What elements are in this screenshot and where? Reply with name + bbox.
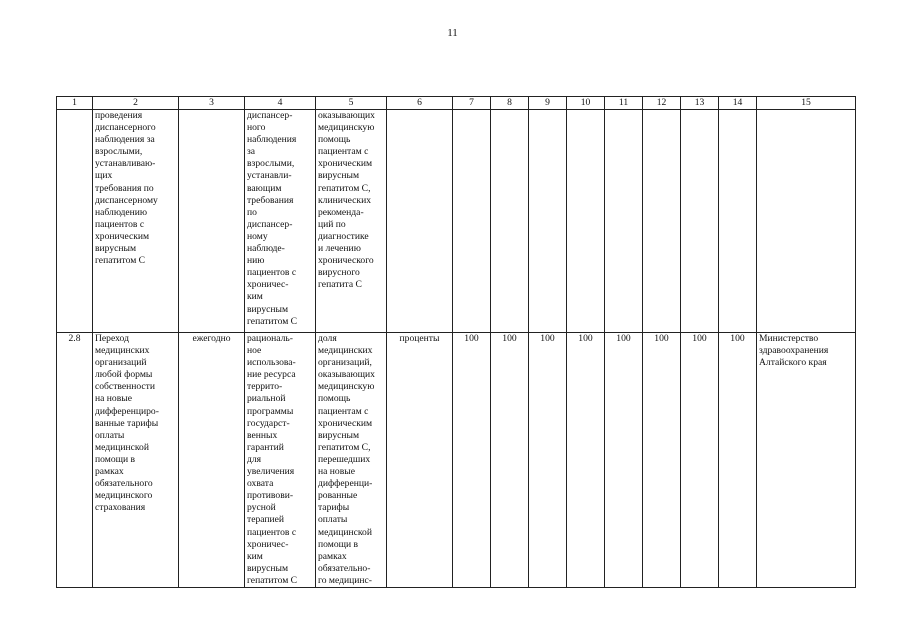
column-header: 6 [387,97,453,110]
table-cell: Переход медицинских организаций любой формы собственности на новые дифференциро- ванные тарифы оплаты медицинской помощи в рамках обязательного медицинского страхования [93,333,179,588]
header-row [57,97,856,110]
column-header: 4 [245,97,316,110]
column-header: 3 [179,97,245,110]
column-header: 2 [93,97,179,110]
table-cell: 100 [567,333,605,588]
column-header: 7 [453,97,491,110]
column-header: 15 [757,97,856,110]
column-header: 8 [491,97,529,110]
table-cell: 100 [453,333,491,588]
table-cell [757,110,856,333]
column-header: 1 [57,97,93,110]
column-header: 9 [529,97,567,110]
table-cell [529,110,567,333]
table-cell: проценты [387,333,453,588]
table-cell: доля медицинских организаций, оказывающих медицинскую помощь пациентам с хроническим вирусным гепатитом С, перешедших на новые дифференци- рованные тарифы оплаты медицинской помощи в рамках обязательно- го медицинс- [316,333,387,588]
table-cell [681,110,719,333]
table-cell: проведения диспансерного наблюдения за взрослыми, устанавливаю- щих требования по диспансерному наблюдению пациентов с хроническим вирусным гепатитом С [93,110,179,333]
table-cell: 100 [643,333,681,588]
column-header: 13 [681,97,719,110]
table-cell [491,110,529,333]
table-cell: 100 [529,333,567,588]
table-cell [567,110,605,333]
table-cell: рациональ- ное использова- ние ресурса террито- риальной программы государст- венных гарантий для увеличения охвата противови- русной терапией пациентов с хроничес- ким вирусным гепатитом С [245,333,316,588]
table-cell [179,110,245,333]
table-cell: 100 [719,333,757,588]
table-cell: оказывающих медицинскую помощь пациентам с хроническим вирусным гепатитом С, клинических рекоменда- ций по диагностике и лечению хронического вирусного гепатита С [316,110,387,333]
table-cell [605,110,643,333]
column-header: 14 [719,97,757,110]
table-row [57,110,856,333]
table-cell: 2.8 [57,333,93,588]
column-header: 11 [605,97,643,110]
table-row [57,333,856,588]
plan-table [56,96,856,588]
table-cell: 100 [681,333,719,588]
table-cell [719,110,757,333]
column-header: 12 [643,97,681,110]
column-header: 10 [567,97,605,110]
table-cell [643,110,681,333]
table-cell [57,110,93,333]
column-header: 5 [316,97,387,110]
page-number: 11 [447,27,458,39]
table-cell: 100 [605,333,643,588]
table-cell [453,110,491,333]
table-cell [387,110,453,333]
table-cell: ежегодно [179,333,245,588]
table-cell: диспансер- ного наблюдения за взрослыми, устанавли- вающим требования по диспансер- ному наблюде- нию пациентов с хроничес- ким вирусным гепатитом С [245,110,316,333]
table-cell: 100 [491,333,529,588]
table-cell: Министерство здравоохранения Алтайского края [757,333,856,588]
